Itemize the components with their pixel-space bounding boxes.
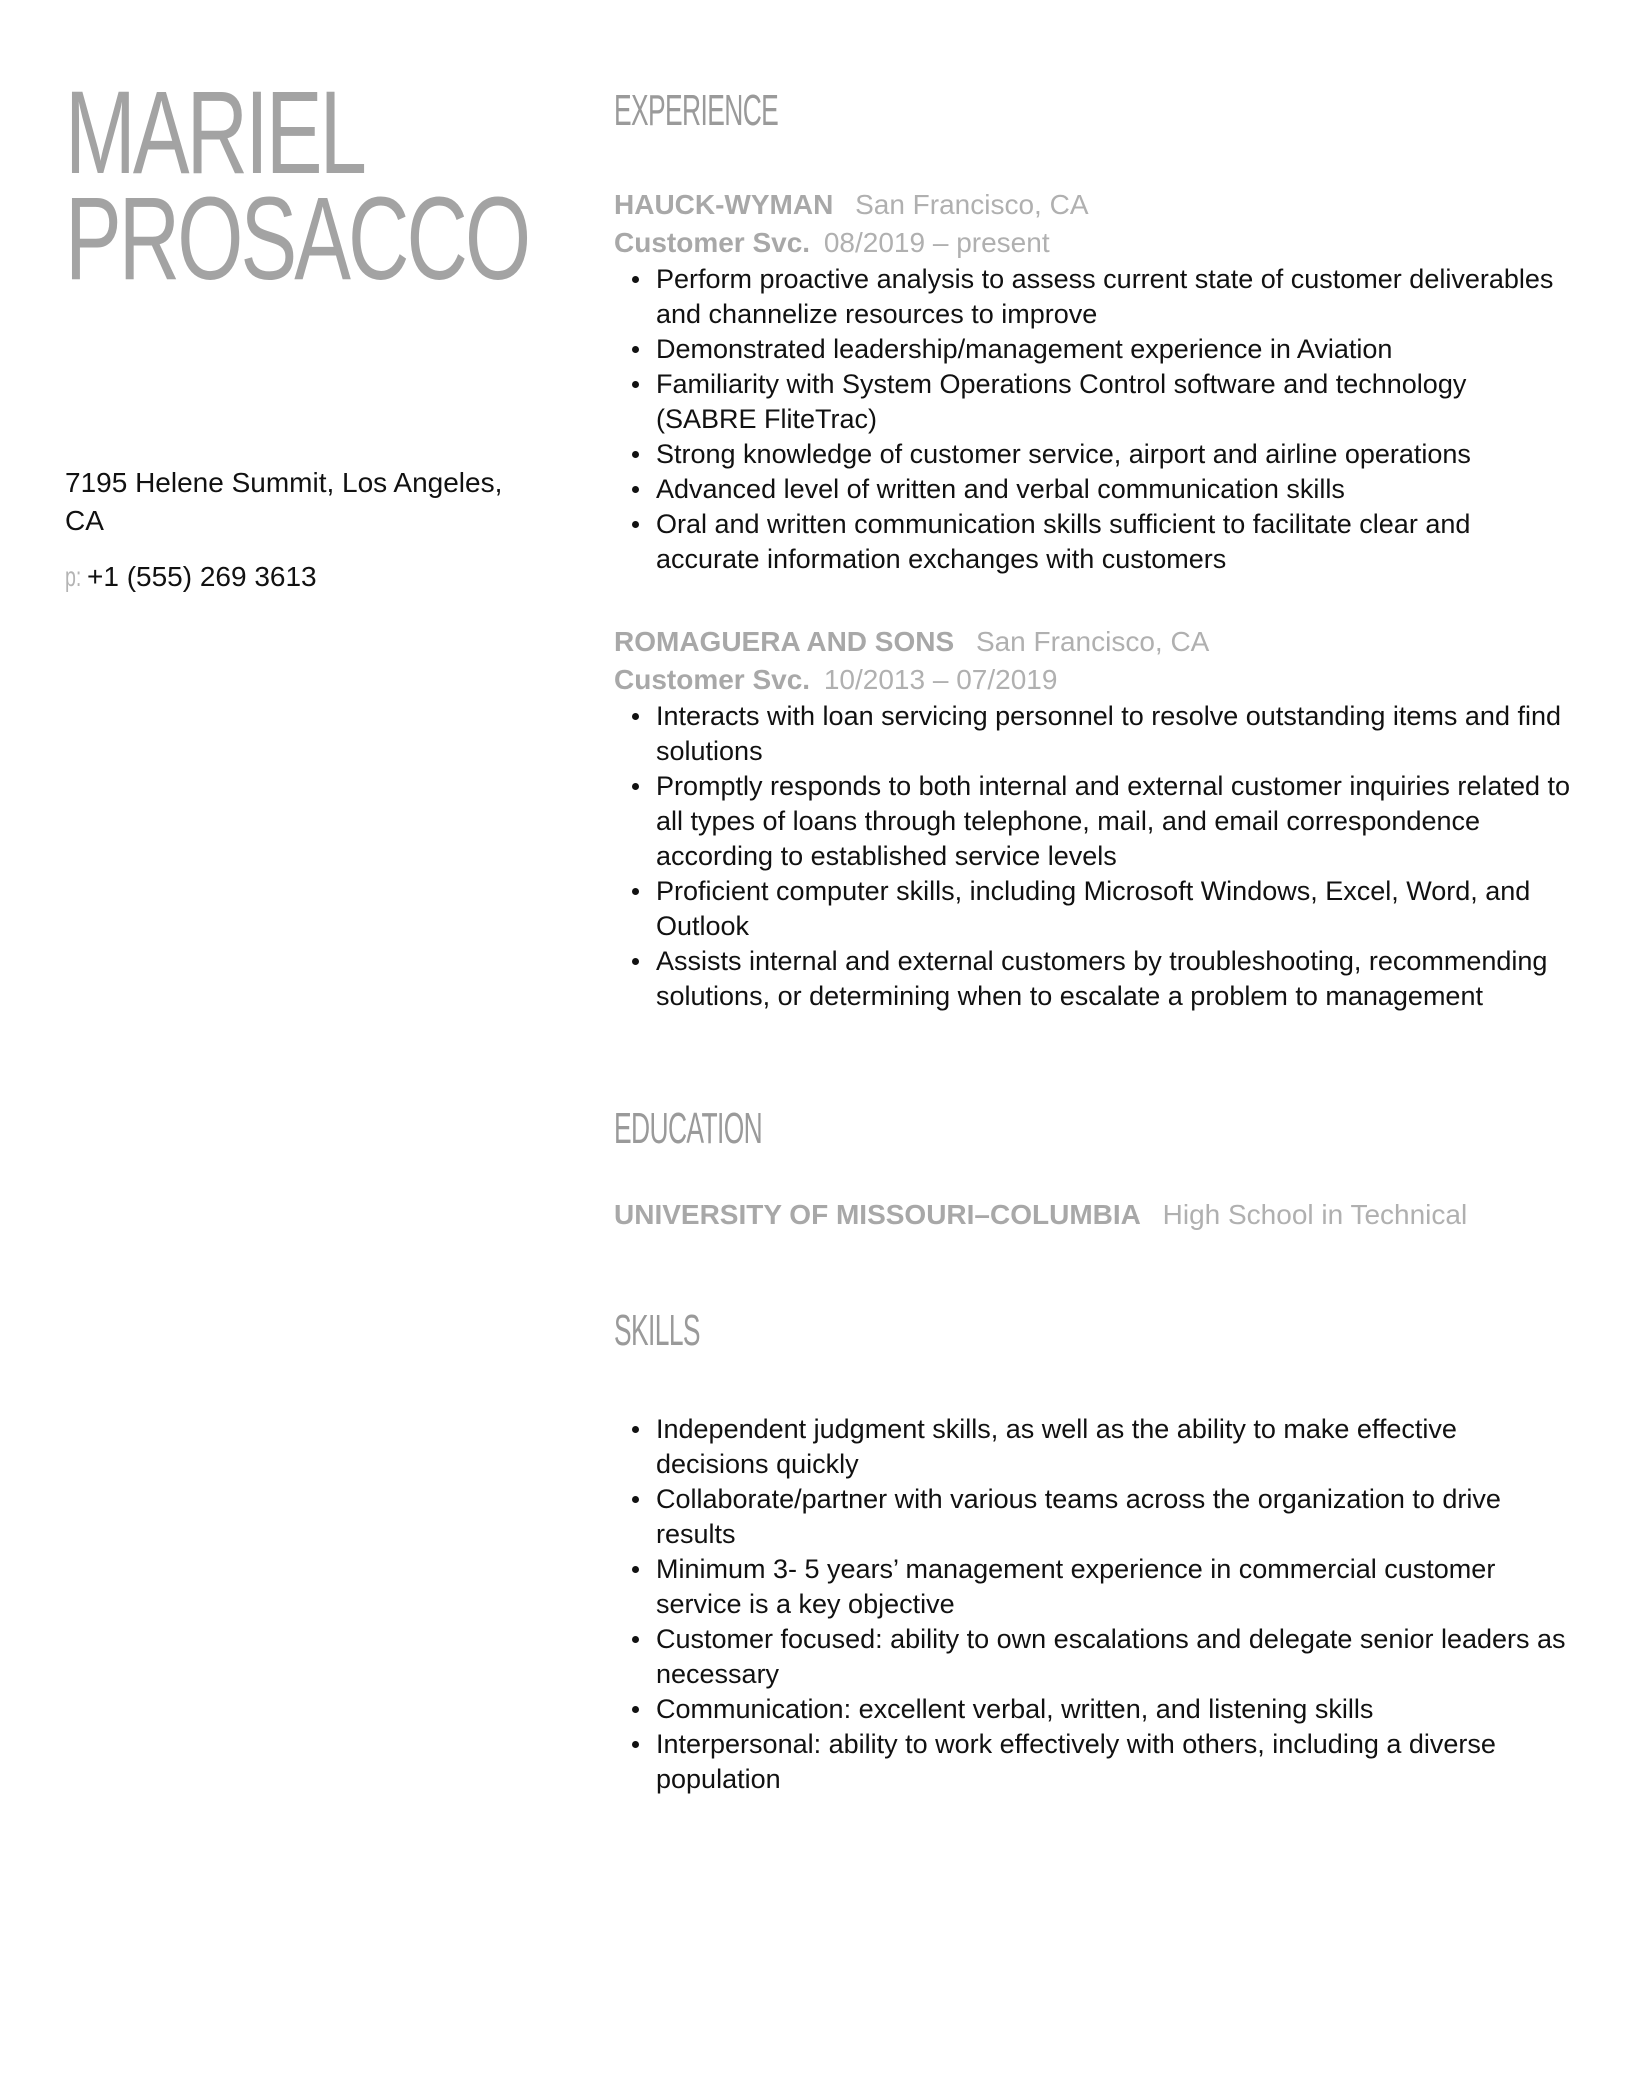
job-location: San Francisco, CA xyxy=(975,626,1210,657)
phone-label: p: xyxy=(65,561,82,592)
list-item: Perform proactive analysis to assess current state of customer deliverables and channelize resources to improve xyxy=(656,262,1574,332)
list-item: Strong knowledge of customer service, airport and airline operations xyxy=(656,437,1574,472)
job-role-line xyxy=(614,661,1574,699)
job-dates: 10/2013 – 07/2019 xyxy=(823,664,1058,695)
list-item: Interacts with loan servicing personnel to resolve outstanding items and find solutions xyxy=(656,699,1574,769)
list-item: Interpersonal: ability to work effectively with others, including a diverse population xyxy=(656,1727,1574,1797)
job-dates: 08/2019 – present xyxy=(823,227,1050,258)
last-name: PROSACCO xyxy=(65,173,529,305)
list-item: Assists internal and external customers by troubleshooting, recommending solutions, or determining when to escalate a problem to management xyxy=(656,944,1574,1014)
phone-number: +1 (555) 269 3613 xyxy=(87,561,317,592)
list-item: Demonstrated leadership/management experience in Aviation xyxy=(656,332,1574,367)
job-bullets xyxy=(614,699,1574,1014)
contact-block xyxy=(65,464,545,596)
job-header xyxy=(614,186,1574,224)
name-block xyxy=(65,67,565,305)
list-item: Communication: excellent verbal, written, and listening skills xyxy=(656,1692,1574,1727)
job-role-line xyxy=(614,224,1574,262)
job-entry xyxy=(614,623,1574,1014)
list-item: Minimum 3- 5 years’ management experience in commercial customer service is a key objective xyxy=(656,1552,1574,1622)
skills-list xyxy=(614,1412,1574,1797)
address: 7195 Helene Summit, Los Angeles, CA xyxy=(65,467,503,536)
list-item: Customer focused: ability to own escalations and delegate senior leaders as necessary xyxy=(656,1622,1574,1692)
education-heading: EDUCATION xyxy=(614,1104,763,1153)
job-header xyxy=(614,623,1574,661)
job-bullets xyxy=(614,262,1574,577)
list-item: Proficient computer skills, including Microsoft Windows, Excel, Word, and Outlook xyxy=(656,874,1574,944)
list-item: Advanced level of written and verbal communication skills xyxy=(656,472,1574,507)
job-role: Customer Svc. xyxy=(614,227,811,258)
list-item: Familiarity with System Operations Control software and technology (SABRE FliteTrac) xyxy=(656,367,1574,437)
list-item: Oral and written communication skills sufficient to facilitate clear and accurate information exchanges with customers xyxy=(656,507,1574,577)
list-item: Independent judgment skills, as well as the ability to make effective decisions quickly xyxy=(656,1412,1574,1482)
school-name: UNIVERSITY OF MISSOURI–COLUMBIA xyxy=(614,1199,1141,1230)
skills-heading: SKILLS xyxy=(614,1306,700,1355)
main-column xyxy=(614,88,1574,1797)
degree: High School in Technical xyxy=(1162,1199,1468,1230)
employer-name: HAUCK-WYMAN xyxy=(614,189,834,220)
experience-heading: EXPERIENCE xyxy=(614,86,779,135)
employer-name: ROMAGUERA AND SONS xyxy=(614,626,955,657)
job-location: San Francisco, CA xyxy=(855,189,1089,220)
list-item: Promptly responds to both internal and external customer inquiries related to all types of loans through telephone, mail, and email correspondence according to established service levels xyxy=(656,769,1574,874)
job-entry xyxy=(614,186,1574,577)
phone-line xyxy=(65,558,545,596)
education-entry xyxy=(614,1196,1574,1234)
first-name: MARIEL xyxy=(65,67,365,199)
job-role: Customer Svc. xyxy=(614,664,811,695)
list-item: Collaborate/partner with various teams across the organization to drive results xyxy=(656,1482,1574,1552)
